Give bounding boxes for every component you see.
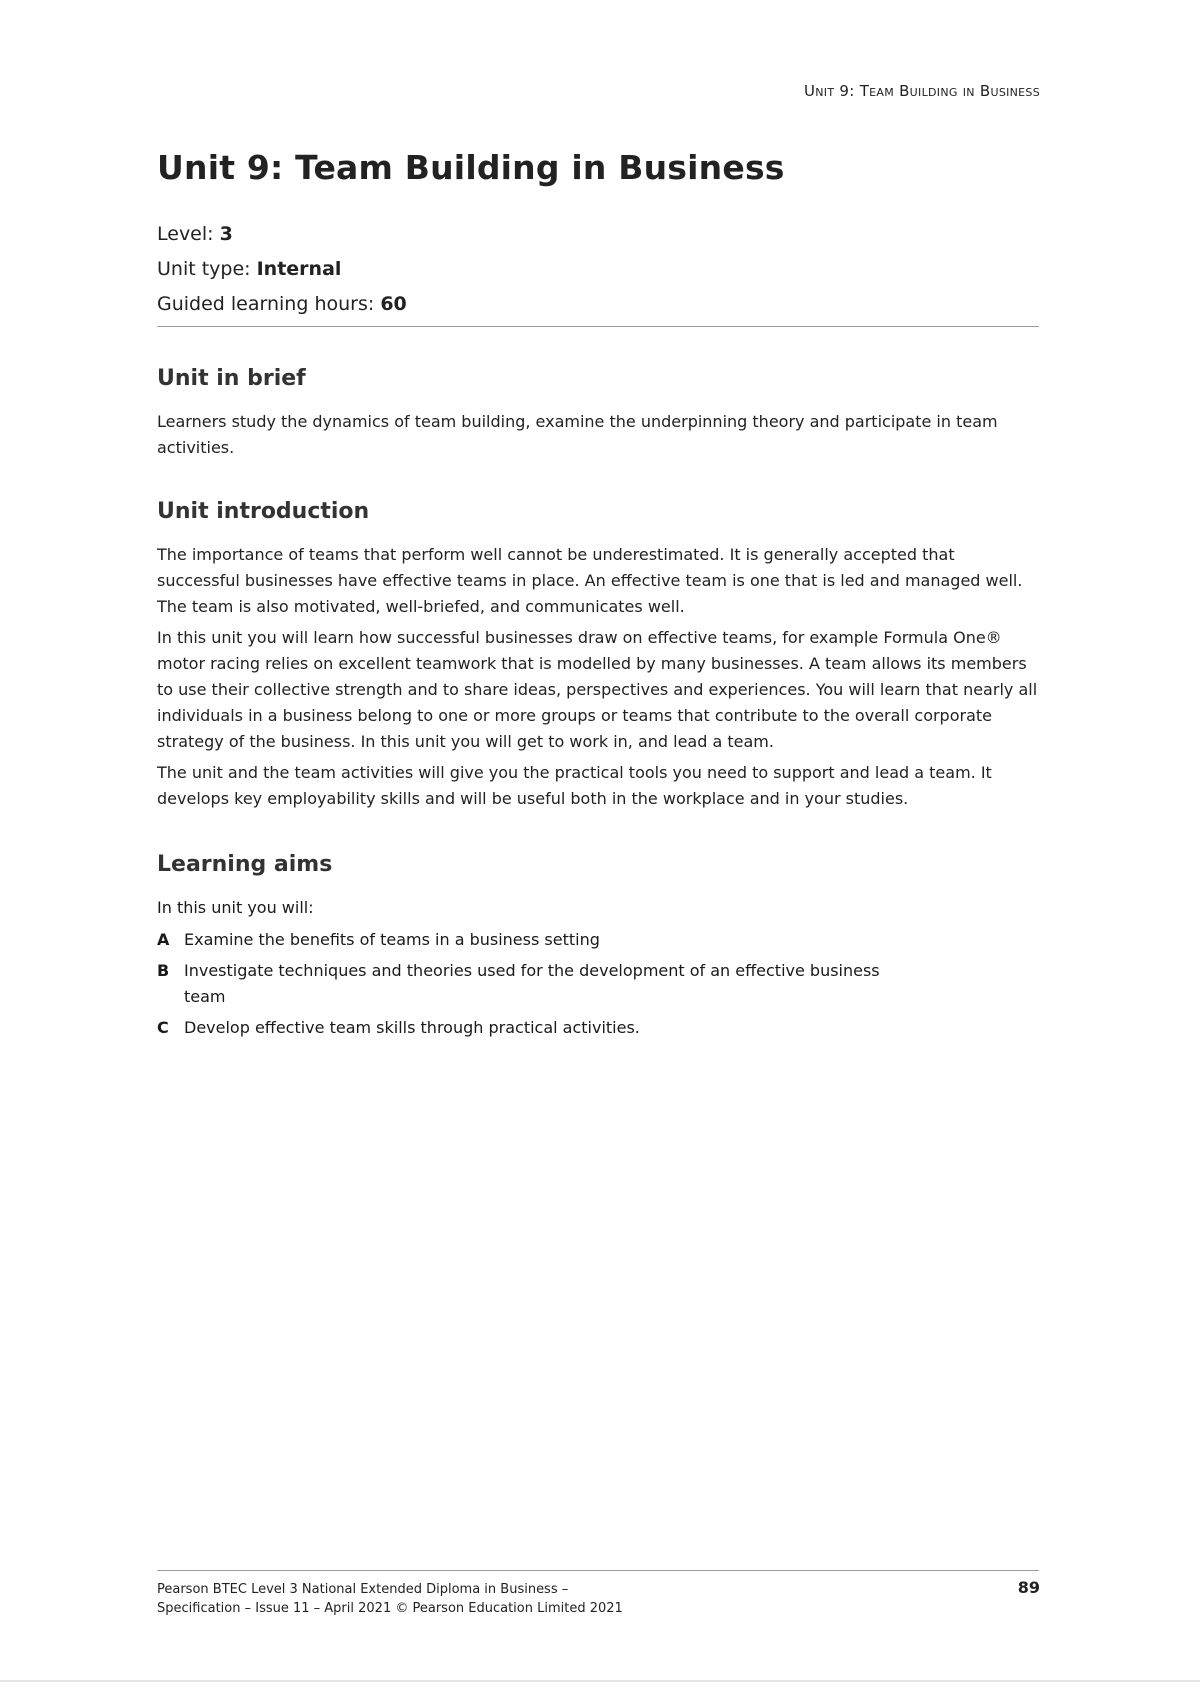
- meta-guided-hours-label: Guided learning hours:: [157, 293, 381, 315]
- footer-line-2: Specification – Issue 11 – April 2021 © Pearson Education Limited 2021: [157, 1601, 623, 1616]
- meta-level: [157, 217, 1039, 252]
- aim-letter: C: [157, 1018, 169, 1037]
- aim-text: Develop effective team skills through practical activities.: [184, 1018, 640, 1037]
- meta-unit-type-label: Unit type:: [157, 258, 257, 280]
- section-unit-in-brief: [157, 366, 1039, 461]
- heading-learning-aims: Learning aims: [157, 852, 333, 877]
- meta-guided-hours-value: 60: [380, 293, 407, 315]
- meta-level-label: Level:: [157, 223, 220, 245]
- aims-intro: In this unit you will:: [157, 898, 314, 917]
- running-header: Unit 9: Team Building in Business: [803, 82, 1040, 100]
- scan-edge-divider: [0, 1680, 1200, 1682]
- footer-citation: [157, 1580, 857, 1618]
- meta-level-value: 3: [219, 223, 233, 245]
- aim-text: Examine the benefits of teams in a business setting: [184, 930, 600, 949]
- meta-divider: [157, 326, 1039, 327]
- heading-unit-in-brief: Unit in brief: [157, 366, 306, 391]
- learning-aim-item: [157, 1015, 1039, 1041]
- section-unit-introduction: [157, 499, 1039, 812]
- aim-letter: A: [157, 930, 170, 949]
- footer-line-1: Pearson BTEC Level 3 National Extended Diploma in Business –: [157, 1582, 569, 1597]
- learning-aim-item: [157, 958, 1039, 1010]
- page-content: [157, 148, 1039, 1046]
- meta-unit-type-value: Internal: [256, 258, 342, 280]
- meta-unit-type: [157, 252, 1039, 287]
- footer-divider: [157, 1570, 1039, 1571]
- aim-text: Investigate techniques and theories used for the development of an effective business team: [184, 961, 880, 1006]
- heading-unit-introduction: Unit introduction: [157, 499, 370, 524]
- brief-paragraph: Learners study the dynamics of team building, examine the underpinning theory and participate in team activities.: [157, 412, 998, 457]
- intro-paragraph: In this unit you will learn how successful businesses draw on effective teams, for example Formula One® motor racing relies on excellent teamwork that is modelled by many businesses. A team allows its members to use their collective strength and to share ideas, perspectives and experiences. You will learn that nearly all individuals in a business belong to one or more groups or teams that contribute to the overall corporate strategy of the business. In this unit you will get to work in, and lead a team.: [157, 628, 1038, 751]
- section-learning-aims: [157, 852, 1039, 1041]
- meta-guided-hours: [157, 287, 1039, 322]
- aim-letter: B: [157, 961, 170, 980]
- intro-paragraph: The importance of teams that perform well cannot be underestimated. It is generally accepted that successful businesses have effective teams in place. An effective team is one that is led and managed well. The team is also motivated, well-briefed, and communicates well.: [157, 545, 1023, 616]
- page-title: Unit 9: Team Building in Business: [157, 148, 785, 187]
- page-number: 89: [1017, 1578, 1040, 1597]
- learning-aim-item: [157, 927, 1039, 953]
- intro-paragraph: The unit and the team activities will give you the practical tools you need to support and lead a team. It develops key employability skills and will be useful both in the workplace and in your studies.: [157, 763, 992, 808]
